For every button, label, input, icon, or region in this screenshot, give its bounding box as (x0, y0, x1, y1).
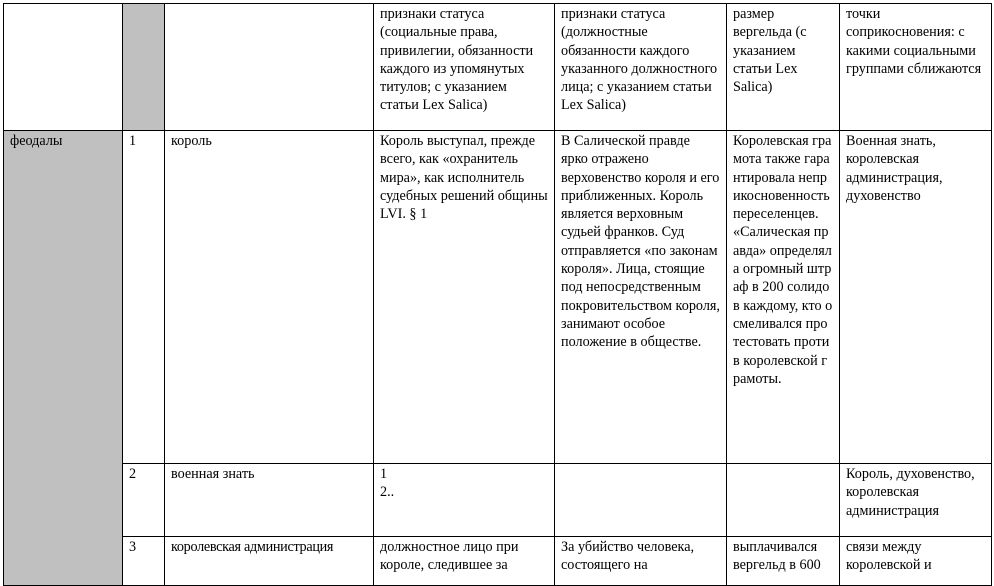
header-status-duties-text: признаки статуса (должностные обязанности каждого указанного должностного лица; с указанием статьи Lex Salica) (561, 6, 718, 114)
row-contacts: Военная знать, королевская администрация, духовенство (846, 133, 943, 204)
row-number-cell (123, 131, 165, 464)
row-rights: 1 2.. (380, 466, 395, 501)
header-cell-empty (4, 4, 123, 131)
table-row (4, 537, 992, 586)
row-wergeld-cell (727, 537, 840, 586)
row-wergeld-cell (727, 464, 840, 537)
row-title-cell (165, 537, 374, 586)
row-contacts-cell (840, 464, 992, 537)
row-rights-cell (374, 537, 555, 586)
table-row (4, 131, 992, 464)
header-cell-wergeld (727, 4, 840, 131)
row-rights: должностное лицо при короле, следившее за (380, 539, 519, 574)
row-title: король (171, 133, 212, 149)
row-duties-cell (555, 131, 727, 464)
row-rights-cell (374, 131, 555, 464)
row-rights: Король выступал, прежде всего, как «охранитель мира», как исполнитель судебных решений общины LVI. § 1 (380, 133, 548, 223)
table-header-row (4, 4, 992, 131)
row-duties-cell (555, 464, 727, 537)
row-title: королевская администрация (171, 539, 334, 555)
group-label: феодалы (10, 133, 63, 149)
header-wergeld-text: размер вергельда (с указанием статьи Lex Salica) (733, 6, 807, 96)
header-cell-status-duties (555, 4, 727, 131)
table-row (4, 464, 992, 537)
row-number-cell (123, 464, 165, 537)
row-number: 1 (129, 133, 137, 149)
header-cell-number (123, 4, 165, 131)
row-wergeld: Королевская грамота также гарантировала неприкосновенность переселенцев. «Салическая правда» определяла огромный штраф в 200 солидов каждому, кто осмеливался протестовать против королевской грамоты. (733, 133, 833, 387)
row-number-cell (123, 537, 165, 586)
row-duties-cell (555, 537, 727, 586)
row-number: 2 (129, 466, 137, 482)
header-cell-contacts (840, 4, 992, 131)
header-status-rights-text: признаки статуса (социальные права, привилегии, обязанности каждого из упомянутых титулов; с указанием статьи Lex Salica) (380, 6, 534, 114)
group-label-cell (4, 131, 123, 586)
row-wergeld-cell (727, 131, 840, 464)
row-wergeld: выплачивался вергельд в 600 (733, 539, 821, 574)
row-contacts: Король, духовенство, королевская администрация (846, 466, 975, 519)
header-cell-status-rights (374, 4, 555, 131)
row-contacts: связи между королевской и (846, 539, 932, 574)
row-rights-cell (374, 464, 555, 537)
lex-salica-table (3, 3, 992, 586)
row-title-cell (165, 464, 374, 537)
row-contacts-cell (840, 131, 992, 464)
row-title-cell (165, 131, 374, 464)
row-title: военная знать (171, 466, 255, 482)
row-duties: За убийство человека, состоящего на (561, 539, 695, 574)
row-duties: В Салической правде ярко отражено верховенство короля и его приближенных. Король является верховным судьей франков. Суд отправляется «по законам короля». Лица, стоящие под непосредственным покровительством короля, занимают особое положение в обществе. (561, 133, 720, 351)
header-cell-title (165, 4, 374, 131)
row-number: 3 (129, 539, 137, 555)
row-contacts-cell (840, 537, 992, 586)
header-contacts-text: точки соприкосновения: с какими социальными группами сближаются (846, 6, 982, 77)
